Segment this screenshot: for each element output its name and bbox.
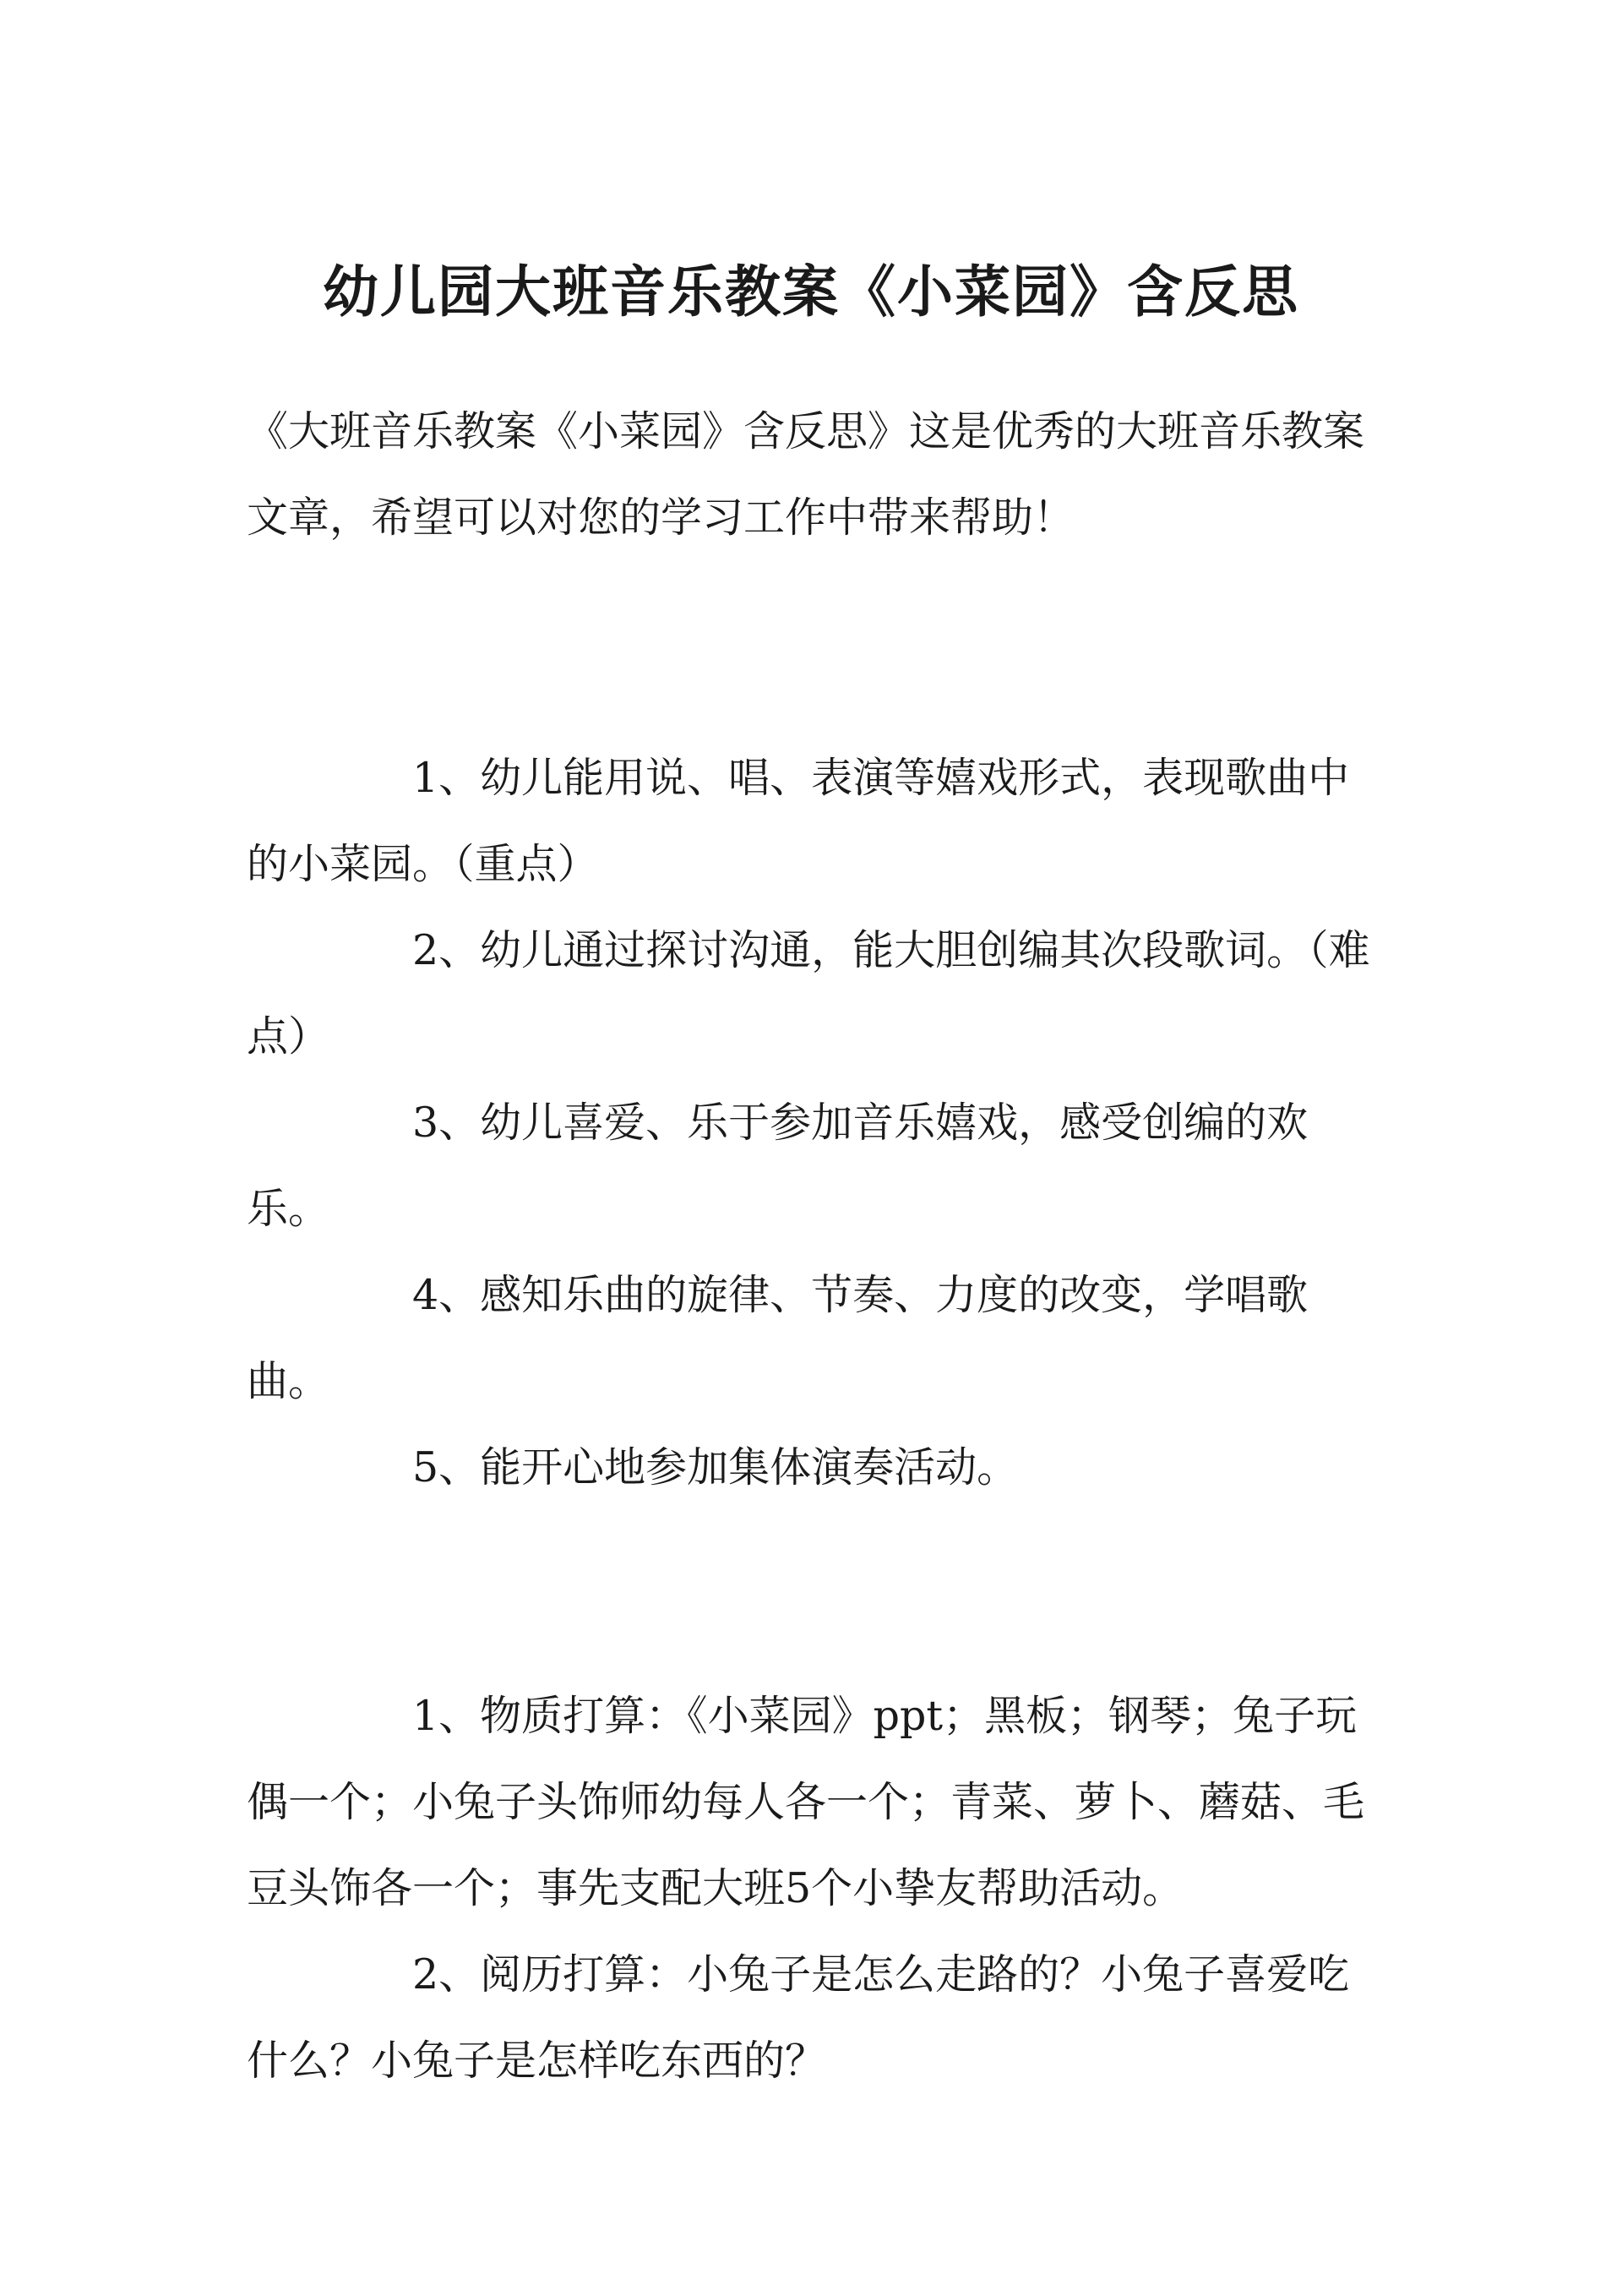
document-title: 幼儿园大班音乐教案《小菜园》含反思 <box>323 259 1299 324</box>
intro-paragraph: 《大班音乐教案《小菜园》含反思》这是优秀的大班音乐教案文章，希望可以对您的学习工作中带来帮助！ <box>247 407 1365 542</box>
goal-item-1: 1、幼儿能用说、唱、表演等嬉戏形式，表现歌曲中的小菜园。（重点） <box>247 754 1350 888</box>
preparation-item-1: 1、物质打算：《小菜园》ppt；黑板；钢琴；兔子玩偶一个；小兔子头饰师幼每人各一个；青菜、萝卜、蘑菇、毛豆头饰各一个；事先支配大班5个小挚友帮助活动。 <box>247 1692 1365 1912</box>
goal-item-4: 4、感知乐曲的旋律、节奏、力度的改变，学唱歌曲。 <box>247 1271 1309 1405</box>
preparation-item-2: 2、阅历打算：小兔子是怎么走路的？小兔子喜爱吃什么？小兔子是怎样吃东西的？ <box>247 1950 1350 2085</box>
goal-item-5: 5、能开心地参加集体演奏活动。 <box>412 1443 1019 1492</box>
goal-item-3: 3、幼儿喜爱、乐于参加音乐嬉戏，感受创编的欢乐。 <box>247 1099 1309 1233</box>
goal-item-2: 2、幼儿通过探讨沟通，能大胆创编其次段歌词。（难点） <box>247 926 1370 1061</box>
